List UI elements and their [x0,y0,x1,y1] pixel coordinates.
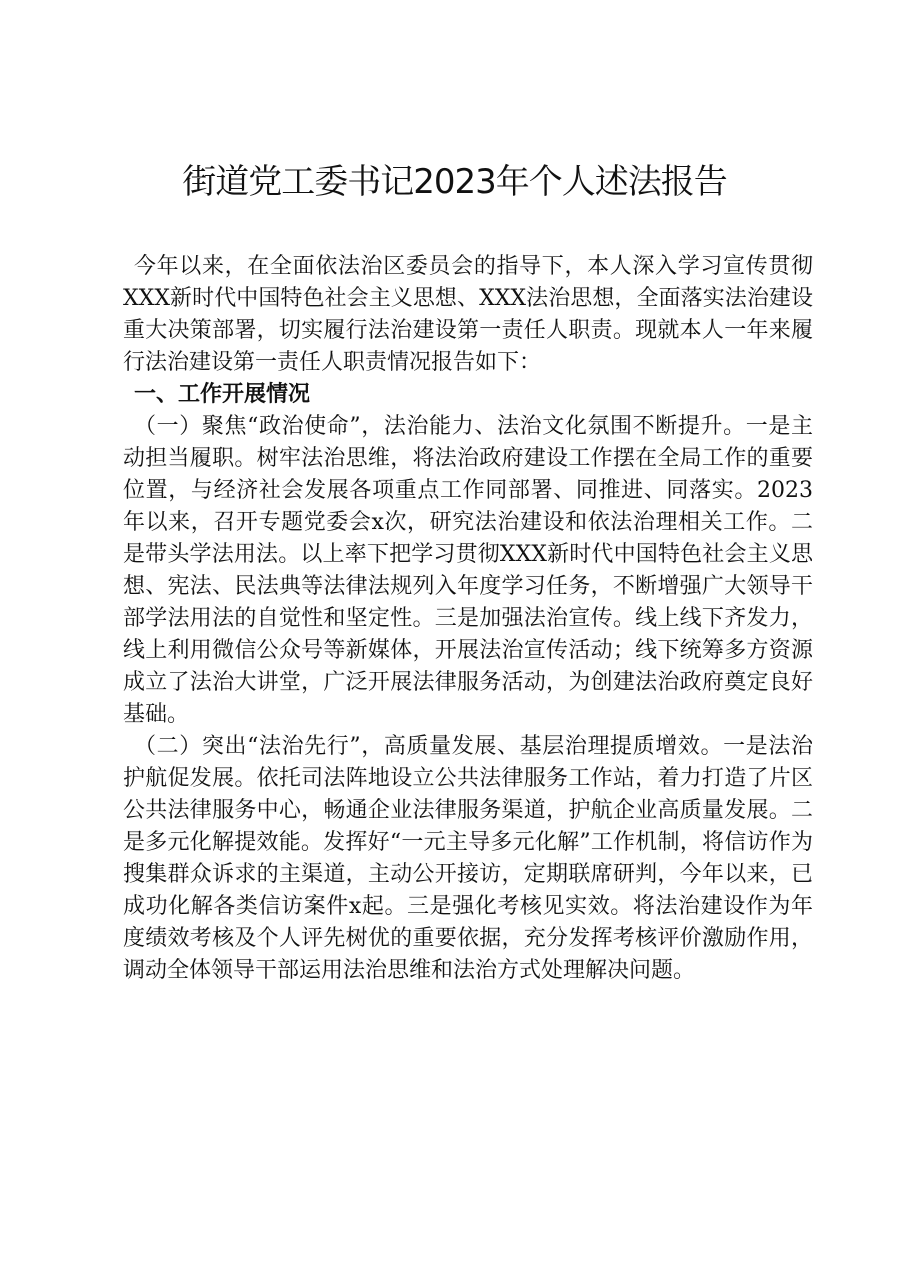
paragraph-political-mission: （一）聚焦“政治使命”，法治能力、法治文化氛围不断提升。一是主动担当履职。树牢法治思维，将法治政府建设工作摆在全局工作的重要位置，与经济社会发展各项重点工作同部署、同推进、同落实。2023年以来，召开专题党委会x次，研究法治建设和依法治理相关工作。二是带头学法用法。以上率下把学习贯彻XXX新时代中国特色社会主义思想、宪法、民法典等法律法规列入年度学习任务，不断增强广大领导干部学法用法的自觉性和坚定性。三是加强法治宣传。线上线下齐发力，线上利用微信公众号等新媒体，开展法治宣传活动；线下统筹多方资源成立了法治大讲堂，广泛开展法律服务活动，为创建法治政府奠定良好基础。 [123,414,813,727]
document-body [123,251,813,987]
paragraph-rule-of-law-first: （二）突出“法治先行”，高质量发展、基层治理提质增效。一是法治护航促发展。依托司法阵地设立公共法律服务工作站，着力打造了片区公共法律服务中心，畅通企业法律服务渠道，护航企业高质量发展。二是多元化解提效能。发挥好“一元主导多元化解”工作机制，将信访作为搜集群众诉求的主渠道，主动公开接访，定期联席研判，今年以来，已成功化解各类信访案件x起。三是强化考核见实效。将法治建设作为年度绩效考核及个人评先树优的重要依据，充分发挥考核评价激励作用，调动全体领导干部运用法治思维和法治方式处理解决问题。 [123,734,813,983]
intro-paragraph: 今年以来，在全面依法治区委员会的指导下，本人深入学习宣传贯彻XXX新时代中国特色社会主义思想、XXX法治思想，全面落实法治建设重大决策部署，切实履行法治建设第一责任人职责。现就本人一年来履行法治建设第一责任人职责情况报告如下： [123,254,813,375]
section-heading: 一、工作开展情况 [134,382,311,407]
document-title: 街道党工委书记2023年个人述法报告 [182,162,727,202]
